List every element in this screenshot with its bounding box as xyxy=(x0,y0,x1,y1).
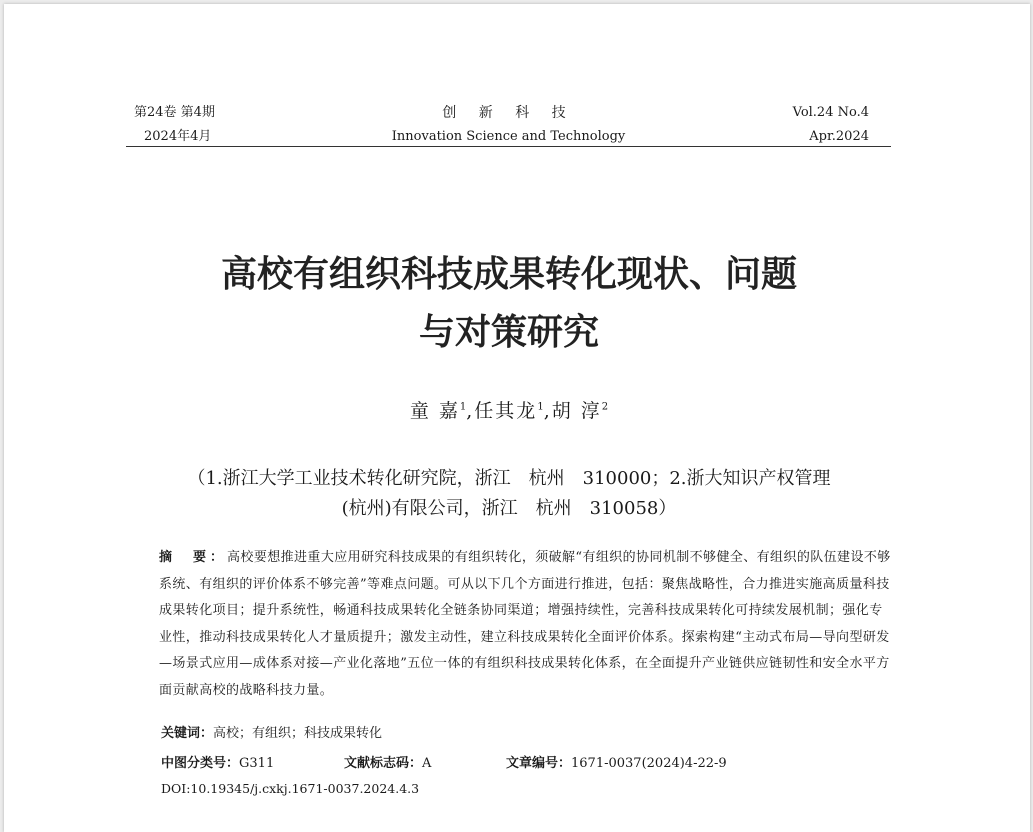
header-right xyxy=(793,101,869,149)
author-affiliation-mark: 1 xyxy=(459,401,467,413)
affiliation-line-1: （1.浙江大学工业技术转化研究院，浙江 杭州 310000；2.浙大知识产权管理 xyxy=(187,468,831,489)
journal-name-cn: 创 新 科 技 xyxy=(442,105,575,121)
affiliations xyxy=(124,464,894,524)
paper-page xyxy=(4,4,1030,832)
document-code xyxy=(344,752,431,771)
abstract xyxy=(159,545,892,704)
issue-date: 2024年4月 xyxy=(144,129,212,144)
keywords-label: 关键词： xyxy=(161,726,214,741)
title-line-2: 与对策研究 xyxy=(418,312,599,353)
keywords-text: 高校；有组织；科技成果转化 xyxy=(213,726,383,741)
article-number-value: 1671-0037(2024)4-22-9 xyxy=(571,756,727,771)
classification-label: 中图分类号： xyxy=(161,756,240,771)
volume-issue: 第24卷 第4期 xyxy=(134,105,215,120)
issue-date-en: Apr.2024 xyxy=(809,129,869,144)
document-code-value: A xyxy=(422,756,432,771)
header-center xyxy=(126,101,891,149)
keywords xyxy=(161,722,382,741)
author-name: 童 嘉 xyxy=(409,400,460,422)
abstract-label: 摘 要： xyxy=(159,550,228,565)
doi[interactable]: DOI:10.19345/j.cxkj.1671-0037.2024.4.3 xyxy=(161,781,420,796)
paper-title xyxy=(124,246,894,362)
abstract-text: 高校要想推进重大应用研究科技成果的有组织转化，须破解“有组织的协同机制不够健全、有组织的队伍建设不够系统、有组织的评价体系不够完善”等难点问题。可从以下几个方面进行推进，包括：聚焦战略性，合力推进实施高质量科技成果转化项目；提升系统性，畅通科技成果转化全链条协同渠道；增强持续性，完善科技成果转化可持续发展机制；强化专业性，推动科技成果转化人才量质提升；激发主动性，建立科技成果转化全面评价体系。探索构建“主动式布局—导向型研发—场景式应用—成体系对接—产业化落地”五位一体的有组织科技成果转化体系，在全面提升产业链供应链韧性和安全水平方面贡献高校的战略科技力量。 xyxy=(159,550,891,698)
volume-issue-en: Vol.24 No.4 xyxy=(792,105,869,120)
classification-value: G311 xyxy=(239,756,275,771)
article-number xyxy=(506,752,727,771)
author-name: 任其龙 xyxy=(474,400,538,422)
title-line-1: 高校有组织科技成果转化现状、问题 xyxy=(220,254,797,295)
author-affiliation-mark: 2 xyxy=(601,401,609,413)
author-list: 童 嘉$^1$,任其龙$^1$,胡 淳$^2$ xyxy=(409,400,609,422)
author-affiliation-mark: 1 xyxy=(537,401,544,413)
journal-name-en: Innovation Science and Technology xyxy=(391,129,626,144)
document-code-label: 文献标志码： xyxy=(344,756,423,771)
author-name: 胡 淳 xyxy=(551,400,602,422)
affiliation-line-2: (杭州)有限公司，浙江 杭州 310058） xyxy=(341,498,677,519)
journal-header xyxy=(126,96,891,147)
classification-number xyxy=(161,752,274,771)
article-number-label: 文章编号： xyxy=(506,756,572,771)
